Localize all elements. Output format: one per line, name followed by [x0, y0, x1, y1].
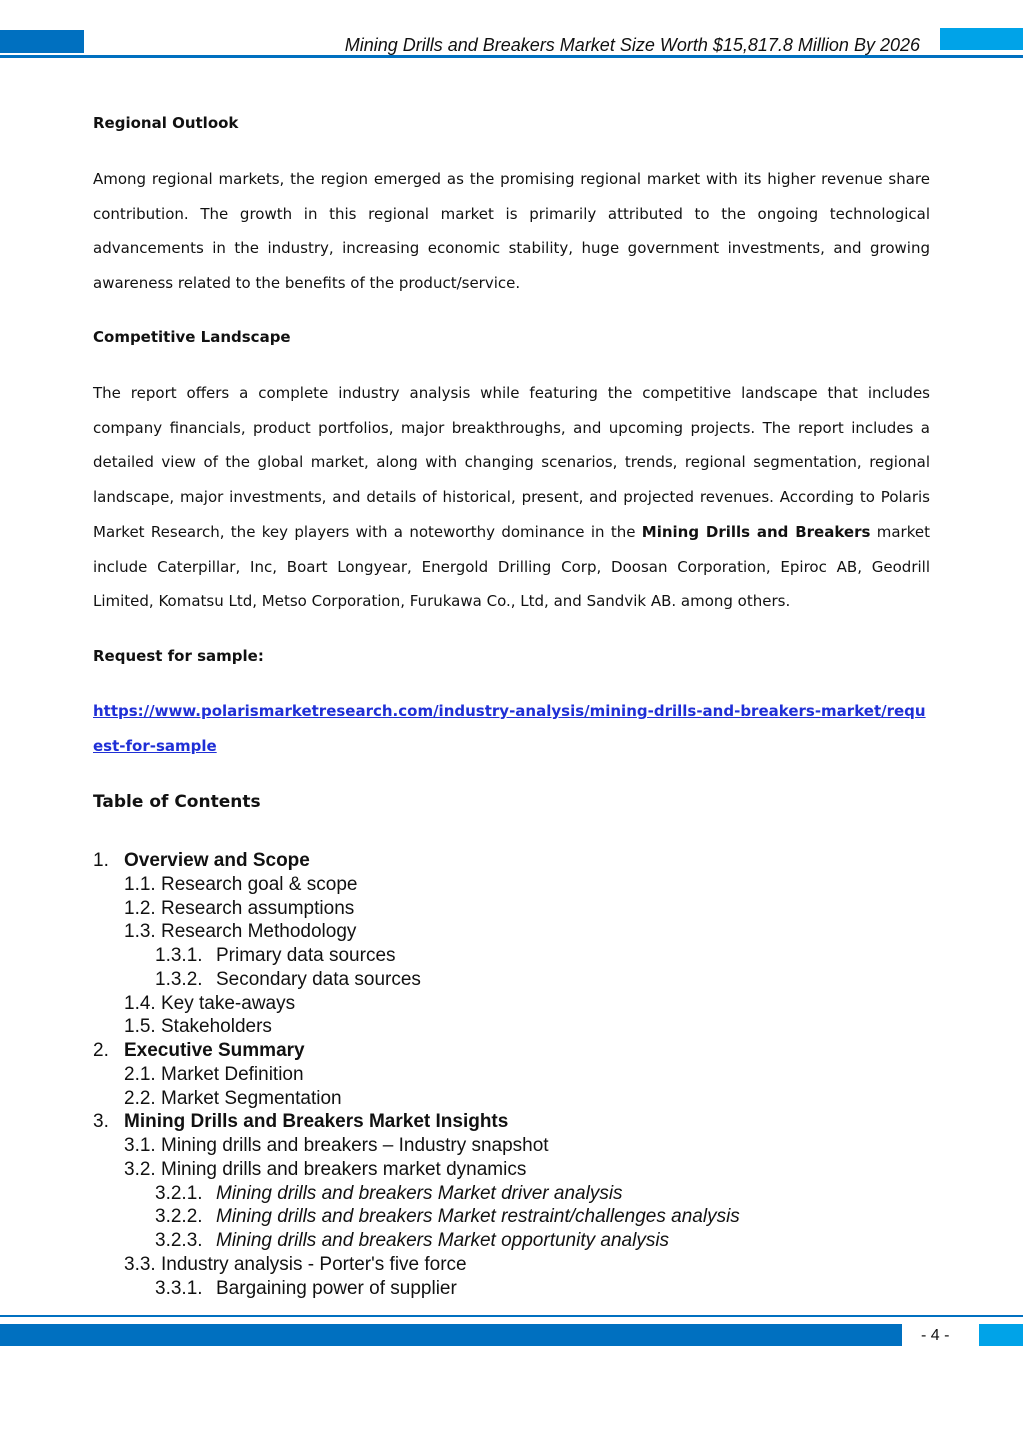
header-accent-block-right: [940, 28, 1023, 50]
regional-outlook-heading: Regional Outlook: [93, 114, 239, 132]
toc-entry: [93, 1039, 933, 1063]
toc-entry-number: 3.3.1.: [155, 1277, 203, 1299]
toc-entry-number: 1.: [93, 850, 109, 871]
toc-entry-number: 1.5.: [124, 1016, 156, 1038]
toc-entry: [93, 1205, 933, 1229]
toc-entry-title: Mining drills and breakers – Industry snapshot: [161, 1135, 549, 1156]
toc-entry: [93, 1063, 933, 1087]
toc-entry: [93, 992, 933, 1016]
regional-outlook-paragraph: Among regional markets, the region emerged as the promising regional market with its higher revenue share contribution. The growth in this regional market is primarily attributed to the ongoing technological advancements in the industry, increasing economic stability, huge government investments, and growing awareness related to the benefits of the product/service.: [93, 170, 930, 293]
toc-entry-title: Mining drills and breakers Market driver analysis: [216, 1182, 623, 1204]
toc-entry-title: Mining drills and breakers Market opportunity analysis: [216, 1230, 670, 1251]
toc-entry-title: Market Definition: [161, 1063, 304, 1085]
toc-entry-number: 1.3.: [124, 921, 156, 943]
toc-entry: [93, 1253, 933, 1277]
toc-entry-number: 1.1.: [124, 873, 156, 895]
toc-entry: [93, 1229, 933, 1253]
toc-entry: [93, 1182, 933, 1206]
request-sample-heading: Request for sample:: [93, 647, 264, 665]
toc-entry: [93, 1158, 933, 1182]
footer-accent-block-right: [979, 1324, 1023, 1346]
toc-entry-title: Secondary data sources: [216, 968, 421, 990]
footer-rule: [0, 1315, 1023, 1317]
competitive-text-bold: Mining Drills and Breakers: [641, 522, 871, 541]
toc-heading: Table of Contents: [93, 792, 261, 812]
toc-entry: [93, 1277, 933, 1301]
toc-entry: [93, 1087, 933, 1111]
toc-entry: [93, 873, 933, 897]
toc-entry: [93, 968, 933, 992]
toc-entry-number: 3.2.1.: [155, 1182, 203, 1204]
toc-entry-number: 3.1.: [124, 1135, 156, 1156]
toc-entry-title: Market Segmentation: [161, 1087, 342, 1109]
competitive-landscape-paragraph: [93, 376, 930, 619]
toc-entry-number: 2.1.: [124, 1063, 156, 1085]
toc-entry-title: Stakeholders: [161, 1016, 272, 1038]
toc-entry-number: 3.2.2.: [155, 1206, 203, 1228]
toc-entry-title: Executive Summary: [124, 1040, 305, 1061]
toc-entry: [93, 920, 933, 944]
competitive-text-after: market include Caterpillar, Inc, Boart Longyear, Energold Drilling Corp, Doosan Corporation, Epiroc AB, Geodrill Limited, Komatsu Ltd, Metso Corporation, Furukawa Co., Ltd, and Sandvik AB. among others.: [93, 522, 930, 611]
header-accent-block-left: [0, 30, 84, 53]
request-sample-link[interactable]: https://www.polarismarketresearch.com/industry-analysis/mining-drills-and-breakers-market/request-for-sample: [93, 702, 926, 755]
toc-entry-title: Primary data sources: [216, 945, 396, 966]
toc-entry: [93, 897, 933, 921]
toc-entry-number: 2.2.: [124, 1087, 156, 1109]
toc-entry: [93, 1110, 933, 1134]
toc-entry-title: Bargaining power of supplier: [216, 1277, 457, 1299]
toc-entry-title: Mining drills and breakers market dynamics: [161, 1158, 527, 1180]
competitive-text-before: The report offers a complete industry analysis while featuring the competitive landscape that includes company financials, product portfolios, major breakthroughs, and upcoming projects. The report includes a detailed view of the global market, along with changing scenarios, trends, regional segmentation, regional landscape, major investments, and details of historical, present, and projected revenues. According to Polaris Market Research, the key players with a noteworthy dominance in the: [93, 384, 930, 541]
competitive-landscape-heading: Competitive Landscape: [93, 328, 291, 346]
toc-entry-title: Research Methodology: [161, 921, 357, 943]
toc-entry-number: 3.3.: [124, 1253, 156, 1275]
toc-entry-number: 1.2.: [124, 897, 156, 919]
toc-entry: [93, 1134, 933, 1158]
header-rule: [0, 55, 1023, 58]
footer-bar: [0, 1324, 902, 1346]
toc-entry-number: 2.: [93, 1040, 109, 1061]
toc-entry-title: Mining drills and breakers Market restraint/challenges analysis: [216, 1206, 740, 1228]
toc-entry: [93, 944, 933, 968]
toc-entry-number: 3.: [93, 1111, 109, 1133]
toc-entry-title: Research assumptions: [161, 897, 355, 919]
page-number: - 4 -: [921, 1327, 950, 1344]
toc-entry-number: 1.3.2.: [155, 968, 203, 990]
toc-entry-number: 1.4.: [124, 992, 156, 1014]
toc-entry-title: Research goal & scope: [161, 873, 358, 895]
document-title: Mining Drills and Breakers Market Size Worth $15,817.8 Million By 2026: [344, 35, 920, 55]
toc-entry: [93, 1015, 933, 1039]
toc-entry-number: 3.2.: [124, 1158, 156, 1180]
toc-entry: [93, 849, 933, 873]
toc-entry-number: 3.2.3.: [155, 1230, 203, 1251]
toc-entry-title: Key take-aways: [161, 992, 296, 1014]
toc-entry-title: Industry analysis - Porter's five force: [161, 1253, 467, 1275]
toc-entry-title: Mining Drills and Breakers Market Insights: [124, 1111, 509, 1133]
toc-entry-title: Overview and Scope: [124, 850, 310, 871]
table-of-contents: [93, 849, 933, 1300]
toc-entry-number: 1.3.1.: [155, 945, 203, 966]
